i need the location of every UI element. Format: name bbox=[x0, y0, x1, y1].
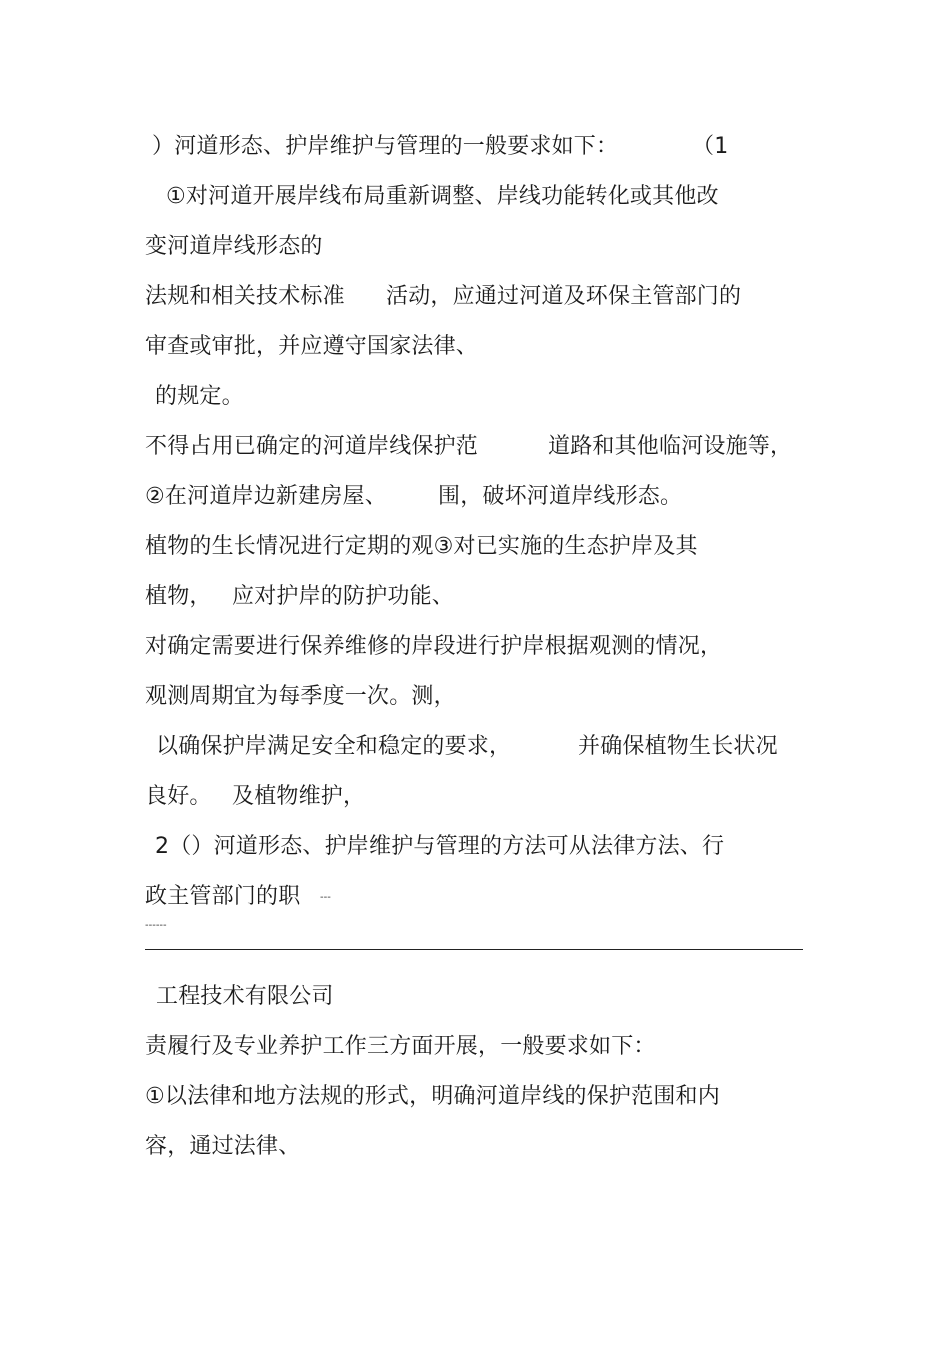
text-line: 责履行及专业养护工作三方面开展，一般要求如下： bbox=[145, 1034, 656, 1059]
text-line: 2（）河道形态、护岸维护与管理的方法可从法律方法、行 bbox=[155, 834, 725, 859]
text-line: 植物， bbox=[145, 584, 212, 609]
text-line: 审查或审批，并应遵守国家法律、 bbox=[145, 334, 479, 359]
text-line: 观测周期宜为每季度一次。测， bbox=[145, 684, 456, 709]
text-line: 良好。 bbox=[145, 784, 212, 809]
text-line: 对确定需要进行保养维修的岸段进行护岸根据观测的情况， bbox=[145, 634, 723, 659]
text-line: 应对护岸的防护功能、 bbox=[232, 584, 455, 609]
text-line: 的规定。 bbox=[155, 384, 244, 409]
text-line: ）河道形态、护岸维护与管理的一般要求如下： bbox=[152, 134, 619, 159]
text-line: 植物的生长情况进行定期的观③对已实施的生态护岸及其 bbox=[145, 534, 698, 559]
text-line: 以确保护岸满足安全和稳定的要求， bbox=[156, 734, 512, 759]
text-line: 政主管部门的职 bbox=[145, 884, 301, 909]
text-line: 工程技术有限公司 bbox=[156, 984, 334, 1009]
text-line: 变河道岸线形态的 bbox=[145, 234, 323, 259]
text-line: 并确保植物生长状况 bbox=[578, 734, 778, 759]
dash-mark: --- bbox=[320, 892, 331, 903]
dash-mark: ------ bbox=[145, 920, 167, 931]
text-line: ②在河道岸边新建房屋、 bbox=[145, 484, 387, 509]
text-line: 不得占用已确定的河道岸线保护范 bbox=[145, 434, 479, 459]
text-line: 法规和相关技术标准 bbox=[145, 284, 345, 309]
text-line: 围，破坏河道岸线形态。 bbox=[438, 484, 683, 509]
text-line: （1 bbox=[692, 134, 729, 159]
text-line: 及植物维护， bbox=[232, 784, 366, 809]
text-line: ①对河道开展岸线布局重新调整、岸线功能转化或其他改 bbox=[166, 184, 719, 209]
text-line: 活动，应通过河道及环保主管部门的 bbox=[386, 284, 742, 309]
text-line: 道路和其他临河设施等， bbox=[548, 434, 793, 459]
horizontal-divider bbox=[145, 949, 803, 950]
text-line: 容，通过法律、 bbox=[145, 1134, 301, 1159]
text-line: ①以法律和地方法规的形式，明确河道岸线的保护范围和内 bbox=[145, 1084, 720, 1109]
